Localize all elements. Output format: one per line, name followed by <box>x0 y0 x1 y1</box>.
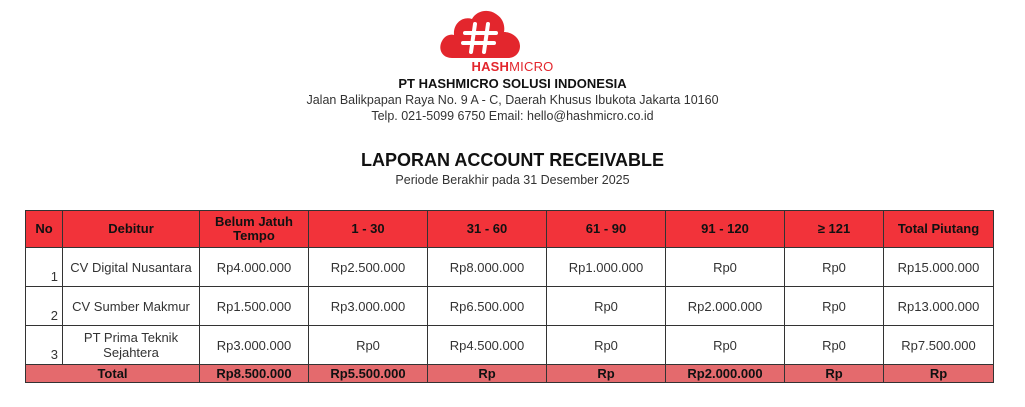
table-row <box>26 326 994 365</box>
amount-cell: Rp0 <box>309 326 428 365</box>
total-cell: Rp5.500.000 <box>309 365 428 383</box>
col-header-121-plus: ≥ 121 <box>785 211 884 248</box>
amount-cell: Rp3.000.000 <box>200 326 309 365</box>
total-label: Total <box>26 365 200 383</box>
col-header-31-60: 31 - 60 <box>428 211 547 248</box>
amount-cell: Rp0 <box>785 248 884 287</box>
amount-cell: Rp1.000.000 <box>547 248 666 287</box>
debitur-name: PT Prima Teknik Sejahtera <box>63 326 200 365</box>
amount-cell: Rp6.500.000 <box>428 287 547 326</box>
col-header-total-piutang: Total Piutang <box>884 211 994 248</box>
total-piutang-cell: Rp7.500.000 <box>884 326 994 365</box>
row-number: 3 <box>26 326 63 365</box>
company-address: Jalan Balikpapan Raya No. 9 A - C, Daerah Khusus Ibukota Jakarta 10160 <box>306 93 719 107</box>
amount-cell: Rp0 <box>785 326 884 365</box>
col-header-debitur: Debitur <box>63 211 200 248</box>
report-title: LAPORAN ACCOUNT RECEIVABLE <box>360 150 664 170</box>
hashmicro-cloud-logo-icon <box>438 8 524 60</box>
row-number: 1 <box>26 248 63 287</box>
row-number: 2 <box>26 287 63 326</box>
company-name: PT HASHMICRO SOLUSI INDONESIA <box>398 76 627 91</box>
table-total-row <box>26 365 994 383</box>
total-cell: Rp <box>428 365 547 383</box>
table-header-row <box>26 211 994 248</box>
amount-cell: Rp3.000.000 <box>309 287 428 326</box>
table-row <box>26 248 994 287</box>
amount-cell: Rp4.500.000 <box>428 326 547 365</box>
amount-cell: Rp0 <box>547 326 666 365</box>
debitur-name: CV Sumber Makmur <box>63 287 200 326</box>
col-header-1-30: 1 - 30 <box>309 211 428 248</box>
company-contact: Telp. 021-5099 6750 Email: hello@hashmicro.co.id <box>371 109 654 123</box>
report-period: Periode Berakhir pada 31 Desember 2025 <box>395 173 630 187</box>
amount-cell: Rp0 <box>547 287 666 326</box>
col-header-91-120: 91 - 120 <box>666 211 785 248</box>
total-cell: Rp <box>785 365 884 383</box>
col-header-no: No <box>26 211 63 248</box>
amount-cell: Rp8.000.000 <box>428 248 547 287</box>
amount-cell: Rp0 <box>666 248 785 287</box>
total-cell: Rp8.500.000 <box>200 365 309 383</box>
total-piutang-cell: Rp15.000.000 <box>884 248 994 287</box>
col-header-belum-jatuh-tempo: Belum Jatuh Tempo <box>200 211 309 248</box>
amount-cell: Rp2.000.000 <box>666 287 785 326</box>
amount-cell: Rp1.500.000 <box>200 287 309 326</box>
table-row <box>26 287 994 326</box>
total-cell: Rp <box>547 365 666 383</box>
total-cell: Rp <box>884 365 994 383</box>
amount-cell: Rp2.500.000 <box>309 248 428 287</box>
debitur-name: CV Digital Nusantara <box>63 248 200 287</box>
brand-wordmark: HASHMICRO <box>471 59 554 74</box>
total-piutang-cell: Rp13.000.000 <box>884 287 994 326</box>
col-header-61-90: 61 - 90 <box>547 211 666 248</box>
amount-cell: Rp0 <box>666 326 785 365</box>
amount-cell: Rp4.000.000 <box>200 248 309 287</box>
amount-cell: Rp0 <box>785 287 884 326</box>
total-cell: Rp2.000.000 <box>666 365 785 383</box>
receivable-table <box>25 210 994 383</box>
